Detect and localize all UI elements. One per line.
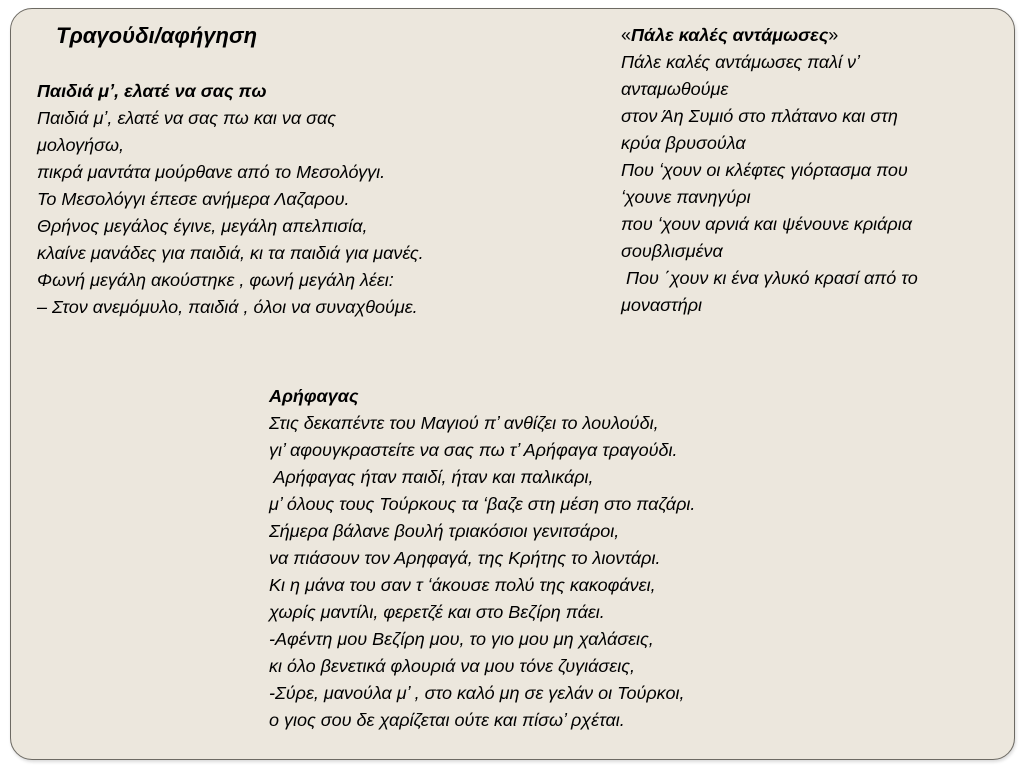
left-poem-title: Παιδιά μ’, ελατέ να σας πω <box>37 81 267 101</box>
poem-line: Που ΄χουν κι ένα γλυκό κρασί από το <box>621 268 918 288</box>
section-title: Τραγούδι/αφήγηση <box>56 23 258 48</box>
poem-line: Φωνή μεγάλη ακούστηκε , φωνή μεγάλη λέει: <box>37 270 394 290</box>
poem-line: πικρά μαντάτα μούρθανε από το Μεσολόγγι. <box>37 162 386 182</box>
poem-line: Κι η μάνα του σαν τ ‘άκουσε πολύ της κακοφάνει, <box>269 575 656 595</box>
poem-line: Το Μεσολόγγι έπεσε ανήμερα Λαζαρου. <box>37 189 350 209</box>
poem-line: Σήμερα βάλανε βουλή τριακόσιοι γενιτσάροι, <box>269 521 620 541</box>
right-poem-heading <box>621 22 918 49</box>
poem-line: σουβλισμένα <box>621 241 723 261</box>
poem-line: – Στον ανεμόμυλο, παιδιά , όλοι να συναχθούμε. <box>37 297 418 317</box>
poem-line: ο γιος σου δε χαρίζεται ούτε και πίσω’ ρχέται. <box>269 710 625 730</box>
right-poem-title: Πάλε καλές αντάμωσες <box>631 25 829 45</box>
poem-line: χωρίς μαντίλι, φερετζέ και στο Βεζίρη πάει. <box>269 602 605 622</box>
bottom-poem <box>269 383 695 734</box>
poem-line: μ’ όλους τους Τούρκους τα ‘βαζε στη μέση στο παζάρι. <box>269 494 696 514</box>
poem-line: -Σύρε, μανούλα μ’ , στο καλό μη σε γελάν οι Τούρκοι, <box>269 683 685 703</box>
poem-line: κλαίνε μανάδες για παιδιά, κι τα παιδιά για μανές. <box>37 243 424 263</box>
right-poem <box>621 22 918 319</box>
poem-line: που ‘χουν αρνιά και ψένουνε κριάρια <box>621 214 912 234</box>
poem-line: Που ‘χουν οι κλέφτες γιόρτασμα που <box>621 160 908 180</box>
poem-line: Αρήφαγας ήταν παιδί, ήταν και παλικάρι, <box>269 467 594 487</box>
poem-line: μολογήσω, <box>37 135 125 155</box>
poem-line: Θρήνος μεγάλος έγινε, μεγάλη απελπισία, <box>37 216 368 236</box>
poem-line: κι όλο βενετικά φλουριά να μου τόνε ζυγιάσεις, <box>269 656 635 676</box>
poem-line: γι’ αφουγκραστείτε να σας πω τ’ Αρήφαγα τραγούδι. <box>269 440 678 460</box>
poem-line: Στις δεκαπέντε του Μαγιού π’ ανθίζει το λουλούδι, <box>269 413 659 433</box>
poem-line: -Αφέντη μου Βεζίρη μου, το γιο μου μη χαλάσεις, <box>269 629 654 649</box>
quote-open: « <box>621 25 632 45</box>
slide-panel <box>10 8 1015 760</box>
bottom-poem-title: Αρήφαγας <box>269 386 359 406</box>
poem-line: Πάλε καλές αντάμωσες παλί ν’ <box>621 52 861 72</box>
left-poem <box>37 78 424 321</box>
poem-line: κρύα βρυσούλα <box>621 133 746 153</box>
poem-line: ‘χουνε πανηγύρι <box>621 187 751 207</box>
poem-line: μοναστήρι <box>621 295 703 315</box>
quote-close: » <box>828 25 839 45</box>
poem-line: στον Άη Συμιό στο πλάτανο και στη <box>621 106 898 126</box>
poem-line: ανταμωθούμε <box>621 79 729 99</box>
poem-line: Παιδιά μ’, ελατέ να σας πω και να σας <box>37 108 337 128</box>
poem-line: να πιάσουν τον Αρηφαγά, της Κρήτης το λιοντάρι. <box>269 548 661 568</box>
